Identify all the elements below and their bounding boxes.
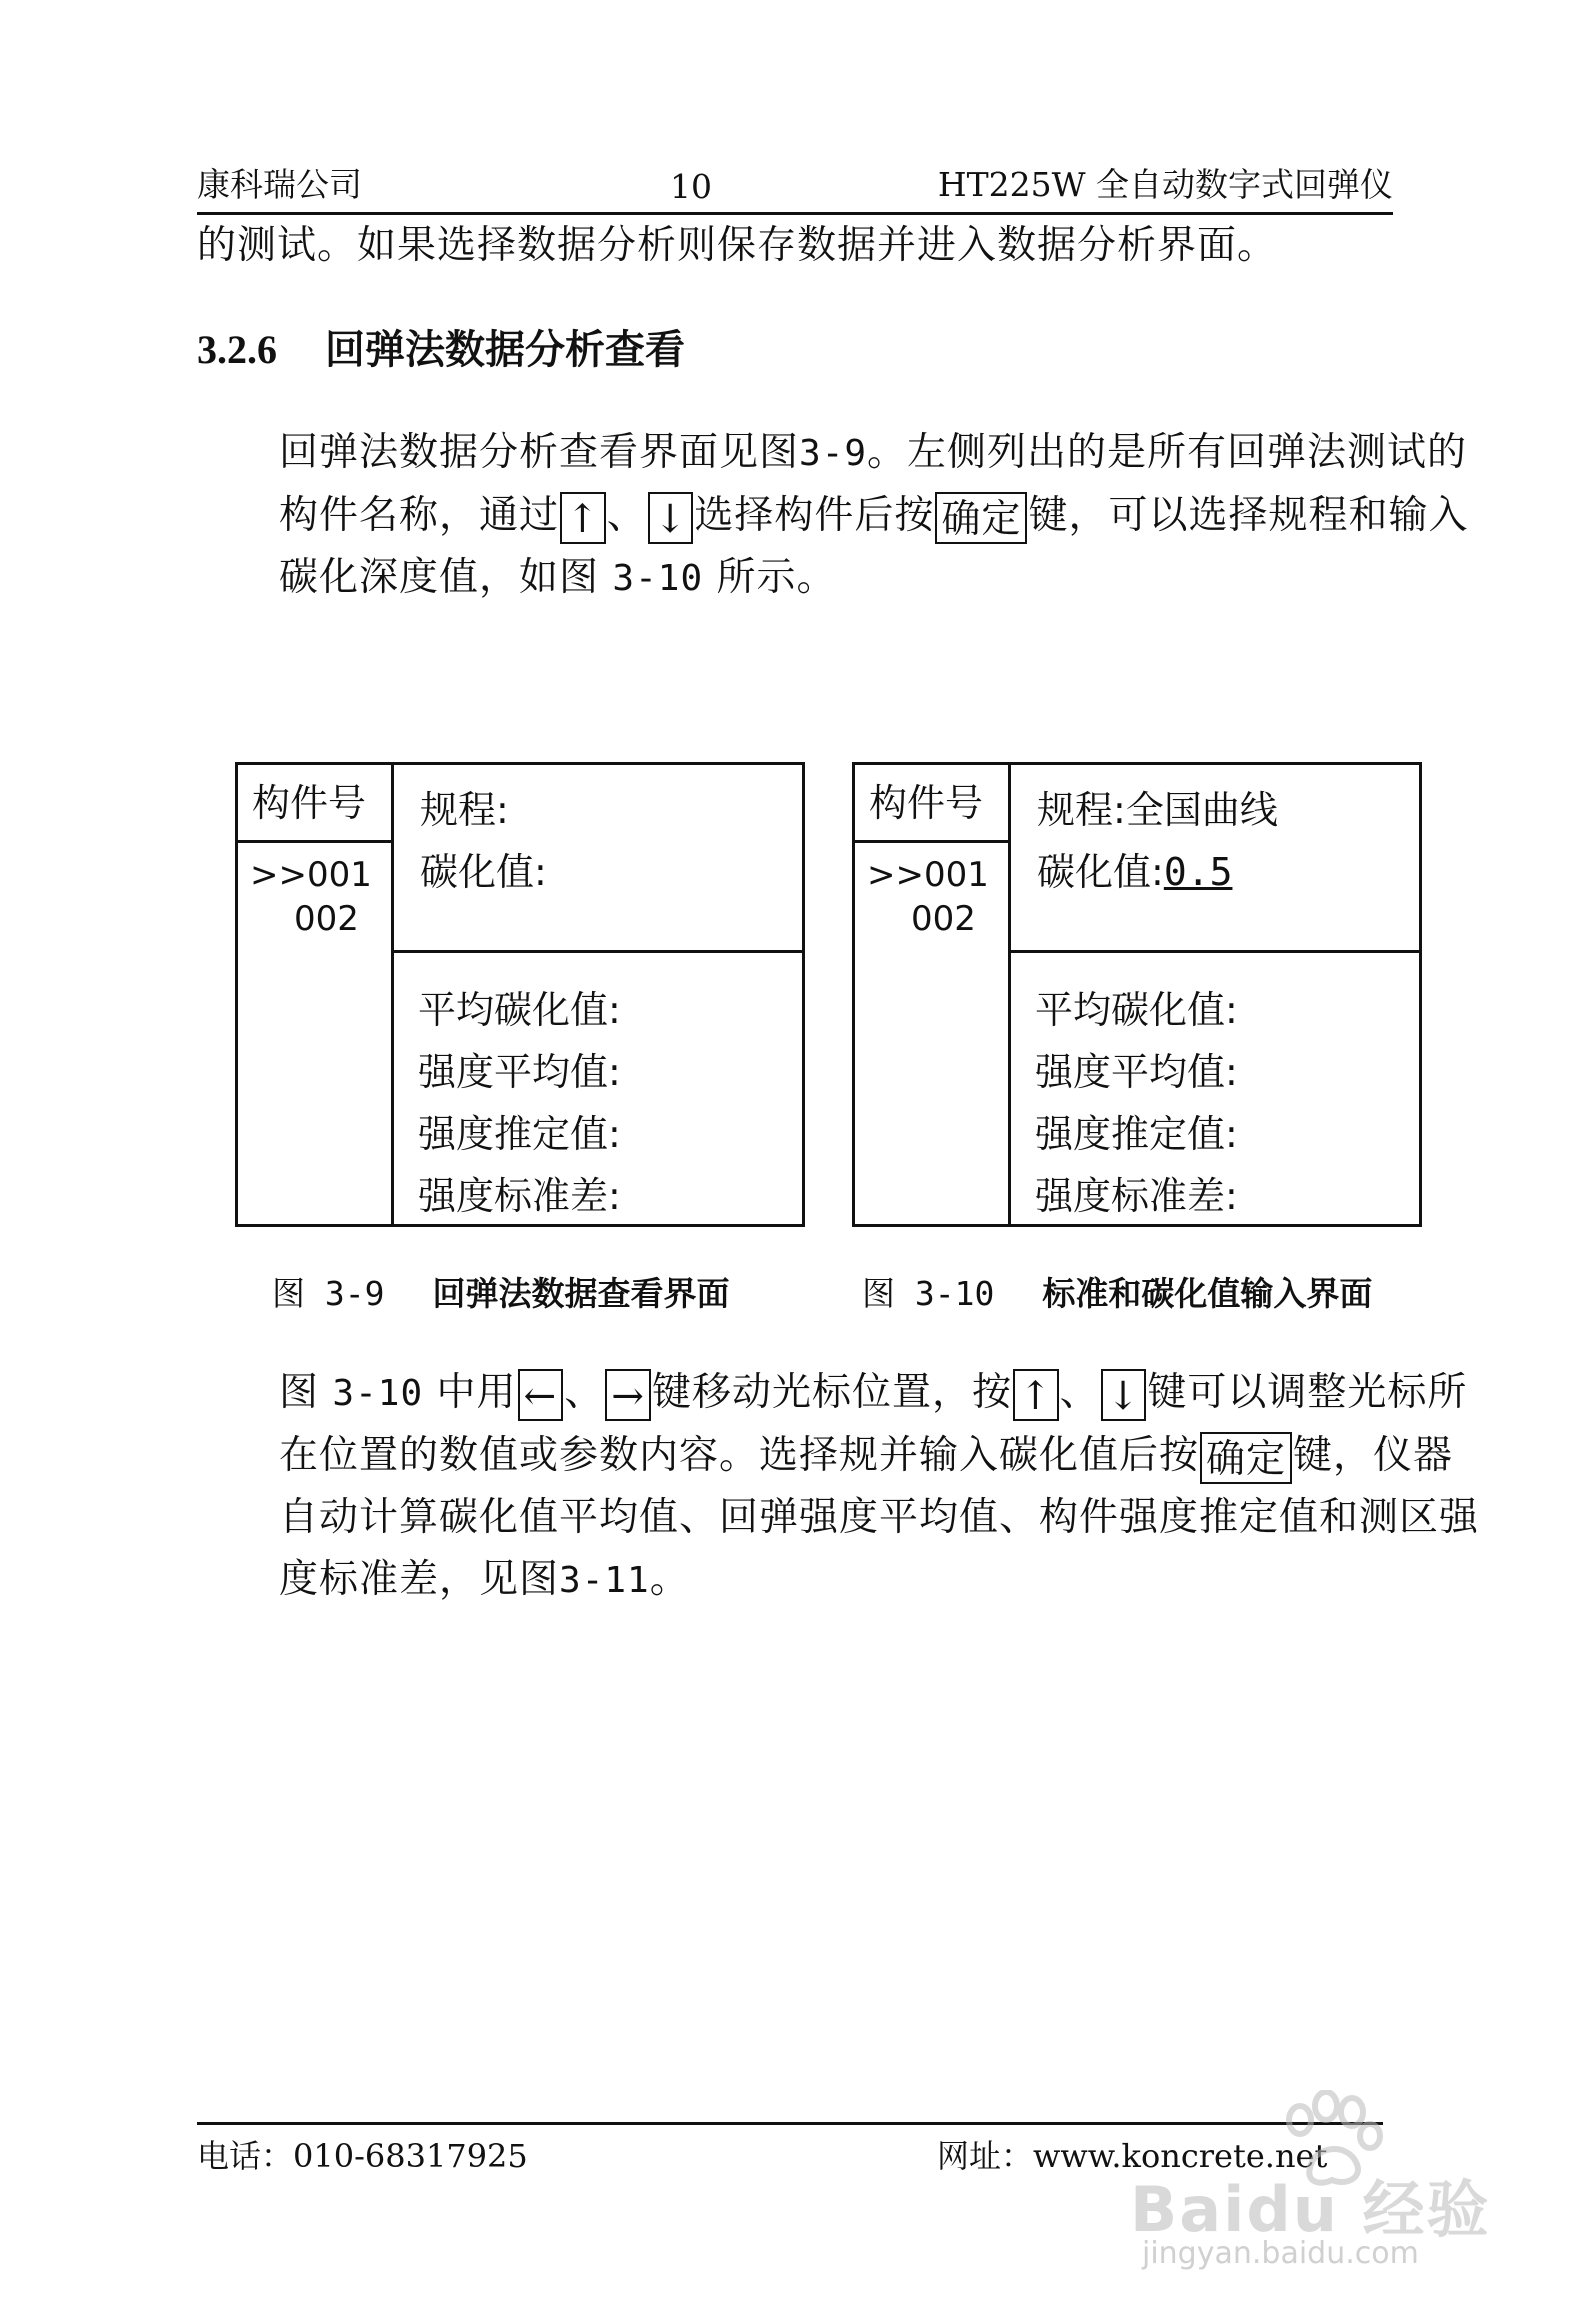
footer-website[interactable]: 网址：www.koncrete.net: [937, 2137, 1328, 2175]
section-title: 回弹法数据分析查看: [325, 327, 685, 373]
header-product: HT225W 全自动数字式回弹仪: [937, 165, 1393, 204]
component-list: [238, 765, 394, 1224]
rule-label: 规程:: [420, 788, 509, 832]
text-run: 、: [606, 493, 647, 538]
list-item: >>001: [250, 855, 372, 895]
list-item: >>001: [867, 855, 989, 895]
list-item: 002: [294, 899, 359, 939]
confirm-key: 确定: [935, 492, 1027, 544]
down-key: ↓: [648, 492, 694, 544]
lcd-screen-fig-3-9: [235, 762, 805, 1227]
paragraph-1: [197, 422, 1479, 610]
text-run: 中用: [436, 1370, 517, 1415]
std-strength-label: 强度标准差:: [418, 1174, 621, 1218]
figure-reference: 3-10: [332, 1373, 424, 1414]
carbonation-value: 0.5: [1163, 850, 1233, 894]
text-run: 选择构件后按: [694, 493, 935, 538]
est-strength-label: 强度推定值:: [1035, 1112, 1238, 1156]
figure-number: 图 3-10: [862, 1274, 995, 1313]
avg-carbonation-label: 平均碳化值:: [418, 988, 621, 1032]
header-company: 康科瑞公司: [197, 165, 362, 204]
results-panel: [394, 953, 802, 1224]
down-key: ↓: [1101, 1369, 1147, 1421]
settings-panel: [1011, 765, 1419, 953]
carbonation-label: 碳化值:: [420, 850, 547, 894]
est-strength-label: 强度推定值:: [418, 1112, 621, 1156]
up-key: ↑: [1013, 1369, 1059, 1421]
intro-paragraph: 的测试。如果选择数据分析则保存数据并进入数据分析界面。: [197, 223, 1278, 268]
text-run: 键移动光标位置，按: [651, 1370, 1012, 1415]
results-panel: [1011, 953, 1419, 1224]
figure-caption-3-10: [862, 1268, 1372, 1315]
component-list-header: 构件号: [238, 765, 391, 843]
list-item: 002: [911, 899, 976, 939]
figure-caption-3-9: [272, 1268, 729, 1315]
text-run: 所示。: [716, 555, 837, 600]
figure-title: 标准和碳化值输入界面: [1042, 1274, 1373, 1313]
rule-value: 全国曲线: [1125, 788, 1278, 832]
text-run: 、: [1059, 1370, 1100, 1415]
figure-title: 回弹法数据查看界面: [432, 1274, 730, 1313]
text-run: 回弹法数据分析查看界面见图: [279, 430, 800, 475]
text-run: 键可以调整光标所在位置的数值或参数内容。选择规并输入碳化值后按: [279, 1370, 1468, 1478]
page-header: [197, 165, 1393, 215]
text-run: 、: [564, 1370, 605, 1415]
text-run: 键，仪器自动计算碳化值平均值、回弹强度平均值、构件强度推定值和测区强度标准差，见图: [279, 1433, 1480, 1602]
figure-reference: 3-9: [799, 433, 868, 474]
figure-reference: 3-10: [612, 558, 704, 599]
avg-carbonation-label: 平均碳化值:: [1035, 988, 1238, 1032]
section-number: 3.2.6: [197, 327, 277, 372]
header-page-number: 10: [670, 167, 712, 206]
component-list-header: 构件号: [855, 765, 1008, 843]
right-key: →: [605, 1369, 651, 1421]
paragraph-2: [197, 1362, 1479, 1612]
carbonation-row: [1037, 841, 1419, 903]
avg-strength-label: 强度平均值:: [1035, 1050, 1238, 1094]
figure-number: 图 3-9: [272, 1274, 385, 1313]
component-list: [855, 765, 1011, 1224]
section-heading: [197, 318, 685, 375]
avg-strength-label: 强度平均值:: [418, 1050, 621, 1094]
text-run: 。: [649, 1557, 690, 1602]
watermark: [1130, 2090, 1570, 2280]
text-run: 图: [279, 1370, 320, 1415]
lcd-screen-fig-3-10: [852, 762, 1422, 1227]
text-run: 键，可以选择规程和输入碳化深度值，如图: [279, 493, 1469, 600]
carbonation-label: 碳化值:: [1037, 850, 1164, 894]
text-run: 。左侧列出的是所有回弹法测试的构件名称，通过: [279, 430, 1468, 538]
watermark-brand: Baidu 经验: [1130, 2173, 1491, 2246]
rule-label: 规程:: [1037, 788, 1126, 832]
watermark-url: jingyan.baidu.com: [1142, 2236, 1419, 2271]
left-key: ←: [518, 1369, 564, 1421]
footer-phone: 电话：010-68317925: [197, 2137, 528, 2175]
settings-panel: [394, 765, 802, 953]
confirm-key: 确定: [1200, 1432, 1292, 1484]
rule-row: [1037, 779, 1419, 841]
figure-reference: 3-11: [559, 1560, 650, 1601]
up-key: ↑: [560, 492, 606, 544]
std-strength-label: 强度标准差:: [1035, 1174, 1238, 1218]
